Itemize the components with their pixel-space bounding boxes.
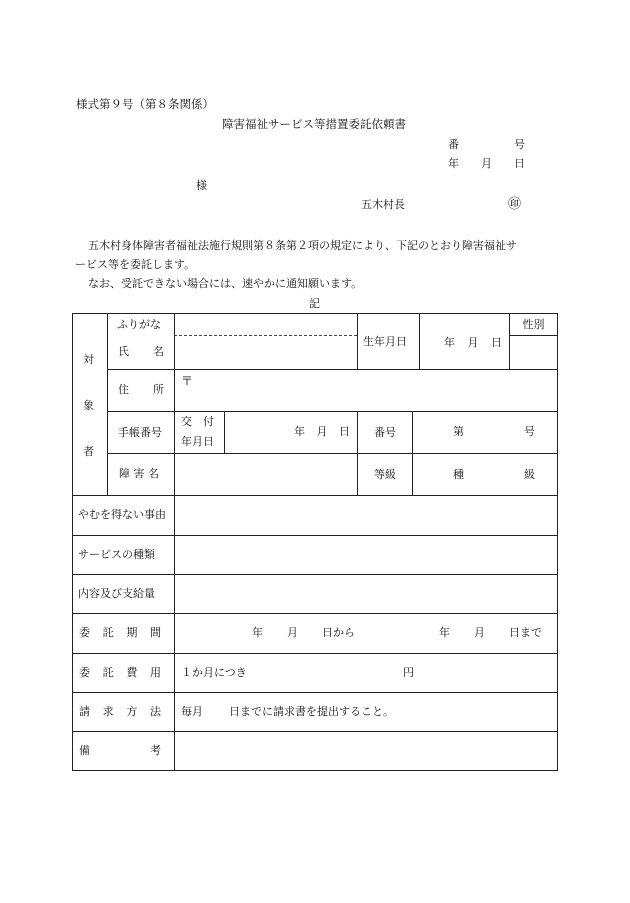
furigana-label: ふりがな (117, 318, 161, 331)
cost-yen-unit: 円 (403, 666, 414, 679)
issuer-name: 五木村長 (361, 198, 405, 211)
grade-level-unit: 級 (524, 468, 535, 482)
subject-char-2: 象 (83, 399, 94, 412)
period-label-char-3: 期 (126, 626, 138, 640)
handbook-number-label: 手帳番号 (118, 426, 162, 439)
address-label-char-1: 住 (118, 383, 129, 397)
cost-label-char-1: 委 (79, 666, 90, 680)
period-label-char-1: 委 (79, 626, 90, 640)
issue-day-unit: 日 (339, 425, 350, 439)
unavoidable-reason-label: やむを得ない事由 (78, 508, 166, 521)
issue-date-label-line-2: 年月日 (181, 435, 214, 448)
number-suffix: 号 (524, 425, 535, 439)
birth-month-unit: 月 (467, 336, 479, 350)
form-number: 様式第９号（第８条関係） (76, 97, 214, 111)
cost-label-char-2: 託 (102, 666, 114, 680)
birth-date-field[interactable] (444, 333, 502, 353)
service-type-field[interactable] (175, 536, 557, 574)
remarks-label-char-1: 備 (79, 744, 90, 758)
billing-every-month: 毎月 (181, 705, 203, 718)
period-end-day-unit: 日まで (509, 626, 542, 639)
grade-field[interactable] (453, 465, 535, 485)
sex-label: 性別 (522, 317, 545, 331)
remarks-label (79, 741, 161, 761)
grade-type-unit: 種 (453, 468, 464, 482)
remarks-field[interactable] (175, 732, 557, 770)
body-paragraph-1-line-2: ービス等を委託します。 (75, 258, 196, 271)
grade-label: 等級 (374, 467, 396, 481)
period-end-year-unit: 年 (439, 626, 450, 639)
billing-method-label (79, 702, 161, 722)
issue-date-field[interactable] (294, 422, 350, 442)
document-number-label: 番 号 (448, 138, 525, 151)
document-date-label: 年 月 日 (448, 157, 525, 170)
cost-label (79, 663, 161, 683)
subject-char-1: 対 (83, 353, 94, 366)
period-start-year-unit: 年 (252, 626, 263, 639)
period-label (79, 623, 161, 643)
number-field[interactable] (453, 422, 535, 442)
billing-label-char-3: 方 (126, 705, 138, 719)
content-amount-label: 内容及び支給量 (78, 587, 155, 600)
content-amount-field[interactable] (175, 575, 557, 613)
disability-name-label: 障 害 名 (119, 467, 159, 480)
birth-day-unit: 日 (491, 336, 502, 350)
issue-month-unit: 月 (316, 425, 328, 439)
birth-date-label: 生年月日 (363, 335, 407, 348)
address-label-char-2: 所 (153, 383, 164, 397)
issue-year-unit: 年 (294, 425, 305, 439)
name-field[interactable] (175, 336, 357, 369)
address-label (118, 380, 164, 400)
ki-heading: 記 (309, 297, 320, 310)
cost-per-month-text: １か月につき (181, 666, 247, 679)
furigana-field[interactable] (175, 314, 357, 335)
body-paragraph-2: なお、受託できない場合には、速やかに通知願います。 (88, 277, 363, 290)
period-label-char-2: 託 (102, 626, 114, 640)
period-label-char-4: 間 (149, 626, 161, 640)
sex-field[interactable] (510, 336, 557, 369)
remarks-label-char-2: 考 (150, 744, 161, 758)
seal-mark: ㊞ (508, 197, 522, 212)
period-start-month-unit: 月 (287, 626, 298, 639)
period-end-month-unit: 月 (474, 626, 485, 639)
billing-label-char-4: 法 (149, 705, 161, 719)
name-label-char-1: 氏 (118, 345, 129, 359)
birth-year-unit: 年 (444, 336, 455, 350)
number-prefix: 第 (453, 425, 464, 439)
address-field[interactable] (195, 370, 557, 411)
unavoidable-reason-field[interactable] (175, 496, 557, 535)
name-label-char-2: 名 (153, 345, 164, 359)
body-paragraph-1-line-1: 五木村身体障害者福祉法施行規則第８条第２項の規定により、下記のとおり障害福祉サ (88, 239, 517, 252)
disability-name-field[interactable] (175, 454, 357, 495)
billing-label-char-2: 求 (102, 705, 114, 719)
period-start-day-unit: 日から (322, 626, 355, 639)
service-type-label: サービスの種類 (78, 548, 155, 561)
billing-deadline-text: 日までに請求書を提出すること。 (229, 705, 394, 718)
subject-char-3: 者 (83, 445, 94, 458)
addressee-suffix: 様 (196, 179, 207, 192)
document-title: 障害福祉サービス等措置委託依頼書 (222, 117, 406, 131)
issue-date-label-line-1: 交 付 (181, 415, 214, 428)
billing-label-char-1: 請 (79, 705, 90, 719)
postal-mark: 〒 (181, 374, 194, 388)
number-label: 番号 (374, 425, 396, 439)
cost-label-char-3: 費 (126, 666, 138, 680)
name-label (118, 342, 164, 362)
cost-label-char-4: 用 (149, 666, 161, 680)
